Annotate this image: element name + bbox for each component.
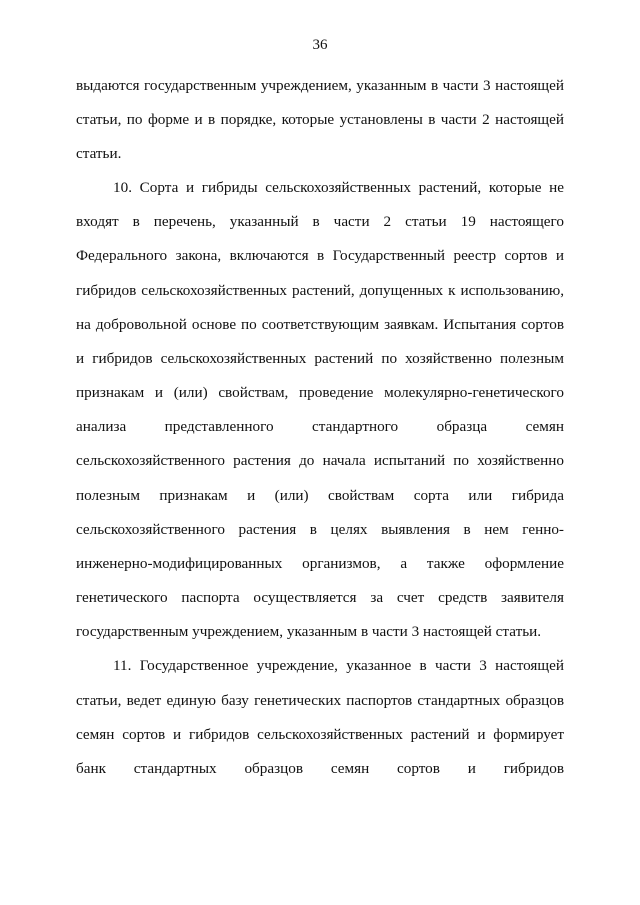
text-line: генетического паспорта осуществляется за счет средств заявителя	[76, 589, 564, 606]
paragraph-10-first-line: 10. Сорта и гибриды сельскохозяйственных растений, которые не	[113, 179, 564, 196]
text-line: входят в перечень, указанный в части 2 статьи 19 настоящего	[76, 213, 564, 230]
text-line: статьи, по форме и в порядке, которые установлены в части 2 настоящей	[76, 111, 564, 128]
text-line: инженерно-модифицированных организмов, а также оформление	[76, 555, 564, 572]
text-line: анализа представленного стандартного образца семян	[76, 418, 564, 435]
text-line: статьи.	[76, 145, 122, 162]
text-line: банк стандартных образцов семян сортов и гибридов	[76, 760, 564, 777]
text-line: признакам и (или) свойствам, проведение молекулярно-генетического	[76, 384, 564, 401]
paragraph-11-first-line: 11. Государственное учреждение, указанное в части 3 настоящей	[113, 657, 564, 674]
text-line: гибридов сельскохозяйственных растений, допущенных к использованию,	[76, 282, 564, 299]
text-line: семян сортов и гибридов сельскохозяйственных растений и формирует	[76, 726, 564, 743]
text-line: сельскохозяйственного растения до начала испытаний по хозяйственно	[76, 452, 564, 469]
text-line: на добровольной основе по соответствующим заявкам. Испытания сортов	[76, 316, 564, 333]
text-line: сельскохозяйственного растения в целях выявления в нем генно-	[76, 521, 564, 538]
text-line: государственным учреждением, указанным в части 3 настоящей статьи.	[76, 623, 542, 640]
page-number: 36	[312, 37, 328, 53]
text-line: статьи, ведет единую базу генетических паспортов стандартных образцов	[76, 692, 564, 709]
text-line: выдаются государственным учреждением, указанным в части 3 настоящей	[76, 77, 564, 94]
text-line: и гибридов сельскохозяйственных растений по хозяйственно полезным	[76, 350, 564, 367]
text-line: Федерального закона, включаются в Государственный реестр сортов и	[76, 247, 564, 264]
text-line: полезным признакам и (или) свойствам сорта или гибрида	[76, 487, 564, 504]
